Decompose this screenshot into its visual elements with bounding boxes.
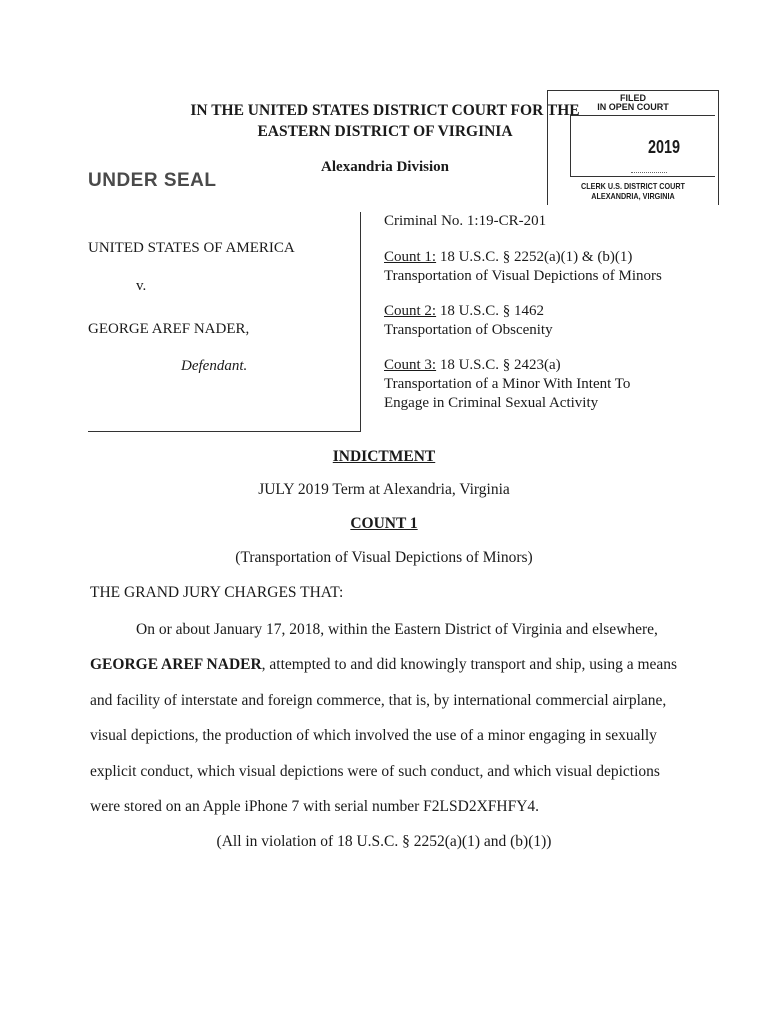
- paragraph-line-2-rest: , attempted to and did knowingly transport and ship, using a means: [261, 656, 678, 673]
- defendant-name-bold: GEORGE AREF NADER: [90, 656, 262, 673]
- under-seal-stamp: UNDER SEAL: [88, 170, 217, 191]
- count-2-entry: [384, 302, 553, 340]
- count-3-description-line2: Engage in Criminal Sexual Activity: [384, 395, 599, 411]
- stamp-open-court: IN OPEN COURT: [597, 102, 669, 112]
- stamp-date-box: [570, 115, 715, 177]
- count-3-entry: [384, 356, 630, 413]
- caption-divider-vertical: [360, 212, 361, 432]
- filed-stamp: [547, 90, 719, 205]
- court-title-line2: EASTERN DISTRICT OF VIRGINIA: [257, 123, 513, 140]
- indictment-title: INDICTMENT: [332, 448, 436, 465]
- stamp-clerk-line1: CLERK U.S. DISTRICT COURT: [581, 181, 685, 191]
- count-1-label: Count 1:: [384, 249, 437, 265]
- paragraph-line-6: were stored on an Apple iPhone 7 with serial number F2LSD2XFHFY4.: [90, 798, 540, 815]
- criminal-number: Criminal No. 1:19-CR-201: [384, 213, 547, 229]
- indictment-term: JULY 2019 Term at Alexandria, Virginia: [258, 481, 510, 498]
- count-1-description: Transportation of Visual Depictions of Minors: [384, 268, 662, 284]
- count-3-label: Count 3:: [384, 357, 437, 373]
- caption-divider-horizontal: [88, 431, 361, 432]
- plaintiff: UNITED STATES OF AMERICA: [88, 240, 295, 256]
- stamp-clerk: [561, 181, 706, 201]
- violation-citation: (All in violation of 18 U.S.C. § 2252(a)(1) and (b)(1)): [216, 833, 552, 850]
- defendant-name: GEORGE AREF NADER,: [88, 321, 250, 337]
- count-2-label: Count 2:: [384, 303, 437, 319]
- count-1-heading: COUNT 1: [350, 515, 418, 532]
- paragraph-line-2: [90, 655, 677, 675]
- stamp-year: 2019: [647, 137, 680, 157]
- paragraph-line-5: explicit conduct, which visual depictions were of such conduct, and which visual depictions: [90, 763, 660, 780]
- paragraph-line-3: and facility of interstate and foreign commerce, that is, by international commercial airplane,: [90, 692, 667, 709]
- stamp-filed: FILED: [620, 93, 646, 103]
- count-3-description-line1: Transportation of a Minor With Intent To: [384, 376, 631, 392]
- count-3-statute: 18 U.S.C. § 2423(a): [436, 357, 561, 373]
- paragraph-line-1: On or about January 17, 2018, within the Eastern District of Virginia and elsewhere,: [136, 621, 658, 638]
- count-2-statute: 18 U.S.C. § 1462: [436, 303, 545, 319]
- paragraph-line-4: visual depictions, the production of which involved the use of a minor engaging in sexually: [90, 727, 657, 744]
- count-1-statute: 18 U.S.C. § 2252(a)(1) & (b)(1): [436, 249, 633, 265]
- court-title-line1: IN THE UNITED STATES DISTRICT COURT FOR THE: [190, 102, 580, 119]
- grand-jury-charges: THE GRAND JURY CHARGES THAT:: [90, 584, 344, 601]
- stamp-clerk-line2: ALEXANDRIA, VIRGINIA: [591, 191, 675, 201]
- count-1-subtitle: (Transportation of Visual Depictions of Minors): [235, 549, 533, 566]
- versus: v.: [136, 278, 147, 294]
- count-1-entry: [384, 248, 662, 286]
- division: Alexandria Division: [321, 159, 449, 175]
- stamp-date-dash: [631, 172, 667, 173]
- defendant-role: Defendant.: [181, 358, 248, 374]
- count-2-description: Transportation of Obscenity: [384, 322, 553, 338]
